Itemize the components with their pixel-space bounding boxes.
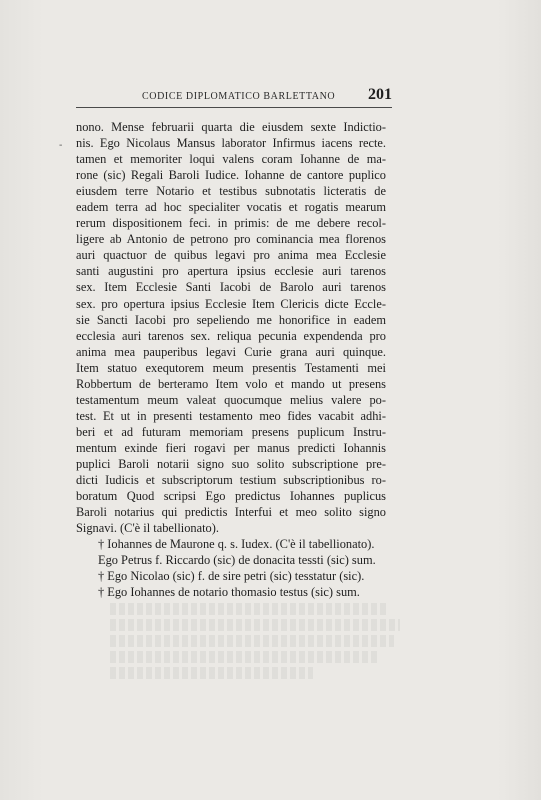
- text-line: Item statuo exequtorem meum presentis Testamenti mei: [76, 360, 386, 375]
- text-line: mentum exinde fieri rogavi per manus predicti Iohannis: [76, 440, 386, 455]
- margin-mark: -: [59, 140, 63, 151]
- text-line: auri quactuor de quibus legavi pro anima mea Ecclesie: [76, 248, 386, 263]
- header-rule: [76, 107, 392, 108]
- text-line: beri et ad futuram memoriam presens puplicum Instru-: [76, 424, 386, 439]
- text-line: dicti Iudicis et subscriptorum testium subscriptionibus ro-: [76, 473, 386, 488]
- header-title: CODICE DIPLOMATICO BARLETTANO: [142, 91, 336, 102]
- text-line: test. Et ut in presenti testamento meo fides vacabit adhi-: [76, 408, 386, 423]
- ghost-line: [110, 651, 377, 663]
- text-line: boratum Quod scripsi Ego predictus Iohannes puplicus: [76, 489, 386, 504]
- text-line: rerum dispositionem feci. in primis: de me debere recol-: [76, 216, 386, 231]
- text-line: anima mea pauperibus legavi Curie grana auri quinque.: [76, 344, 386, 359]
- signature-line: Ego Petrus f. Riccardo (sic) de donacita tessti (sic) sum.: [98, 553, 376, 568]
- signature-line: † Ego Iohannes de notario thomasio testus (sic) sum.: [98, 585, 360, 600]
- text-line: santi augustini pro apertura ipsius ecclesie auri tarenos: [76, 264, 386, 279]
- text-line: rone (sic) Regali Baroli Iudice. Iohanne de cantore puplico: [76, 168, 386, 183]
- page-number: 201: [368, 86, 392, 103]
- bleed-through-text: [110, 603, 400, 683]
- ghost-line: [110, 635, 394, 647]
- ghost-line: [110, 603, 388, 615]
- text-line: nis. Ego Nicolaus Mansus laborator Infirmus iacens recte.: [76, 136, 386, 151]
- ghost-line: [110, 667, 313, 679]
- text-line: Baroli notarius qui predictis Interfui et meo solito signo: [76, 505, 386, 520]
- document-body: [76, 119, 386, 600]
- signature-line: † Iohannes de Maurone q. s. Iudex. (C'è il tabellionato).: [98, 537, 375, 552]
- text-line: Robbertum de berteramo Item volo et mando ut presens: [76, 376, 386, 391]
- text-line: testamentum meum valeat quocumque melius valere po-: [76, 392, 386, 407]
- text-line: tamen et memoriter loqui valens coram Iohanne de ma-: [76, 152, 386, 167]
- running-header: [76, 88, 392, 108]
- text-line: eiusdem terre Notario et testibus subnotatis licteratis de: [76, 184, 386, 199]
- text-line: Signavi. (C'è il tabellionato).: [76, 521, 219, 536]
- text-line: nono. Mense februarii quarta die eiusdem sexte Indictio-: [76, 120, 386, 134]
- text-line: puplici Baroli notarii signo suo solito subscriptione pre-: [76, 456, 386, 471]
- text-line: eadem terra ad hoc specialiter vocatis et rogatis mearum: [76, 200, 386, 215]
- text-line: ecclesia auri tarenos sex. reliqua pecunia expendenda pro: [76, 328, 386, 343]
- text-line: sex. pro opertura ipsius Ecclesie Item Clericis dicte Eccle-: [76, 296, 386, 311]
- text-line: sex. Item Ecclesie Santi Iacobi de Barolo auri tarenos: [76, 280, 386, 295]
- text-line: sie Sancti Iacobi pro sepeliendo me honorifice in eadem: [76, 312, 386, 327]
- ghost-line: [110, 619, 400, 631]
- signature-line: † Ego Nicolao (sic) f. de sire petri (sic) tesstatur (sic).: [98, 569, 365, 584]
- text-line: ligere ab Antonio de petrono pro cominancia mea florenos: [76, 232, 386, 247]
